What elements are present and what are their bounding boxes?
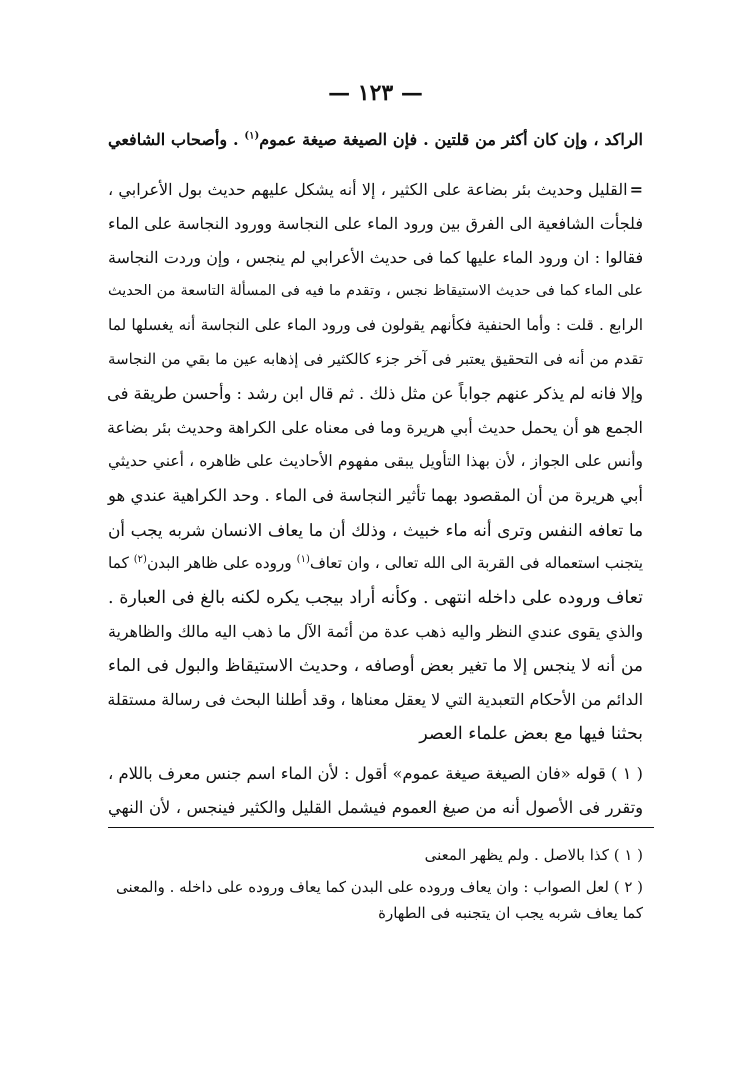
body-line-10: أبي هريرة من أن المقصود بهما تأثير النجاسة فى الماء . وحد الكراهية عندي هو	[108, 486, 643, 505]
body-line-6: تقدم من أنه فى التحقيق يعتبر فى آخر جزء كالكثير فى إذهابه عين ما بقي من النجاسة	[108, 350, 643, 368]
footnote-2-continued: كما يعاف شربه يجب ان يتجنبه فى الطهارة	[378, 904, 643, 922]
body-line-3: فقالوا : ان ورود الماء عليها كما فى حديث الأعرابي لم ينجس ، وإن وردت النجاسة	[108, 248, 643, 267]
body-line-13: تعاف وروده على داخله انتهى . وكأنه أراد بيجب يكره لكنه بالغ فى العبارة .	[108, 588, 643, 608]
body-line-16: الدائم من الأحكام التعبدية التي لا يعقل معناها ، وقد أطلنا البحث فى رسالة مستقلة	[107, 690, 643, 709]
body-line-9: وأنس على الجواز ، لأن بهذا التأويل يبقى مفهوم الأحاديث على ظاهره ، أعني حديثي	[108, 452, 643, 470]
body-line-1: =القليل وحديث بئر بضاعة على الكثير ، إلا أنه يشكل عليهم حديث بول الأعرابي ،	[108, 180, 643, 199]
footnote-ref-1: (١)	[244, 130, 260, 142]
page-number: — ١٢٣ —	[328, 80, 423, 106]
footnote-separator	[108, 827, 654, 828]
body-line-5: الرابع . قلت : وأما الحنفية فكأنهم يقولون فى ورود الماء على النجاسة أنه يغسلها لما	[108, 316, 643, 334]
body-line-8: الجمع هو أن يحمل حديث أبي هريرة وما فى معناه على الكراهة وحديث بئر بضاعة	[106, 418, 643, 437]
body-line-4: على الماء كما فى حديث الاستيقاظ نجس ، وتقدم ما فيه فى المسألة التاسعة من الحديث	[108, 283, 643, 299]
footnote-ref-2: (٢)	[133, 553, 147, 565]
body-line-15: من أنه لا ينجس إلا ما تغير بعض أوصافه ، وحديث الاستيقاظ والبول فى الماء	[108, 656, 643, 676]
note-line-1: ( ١ ) قوله «فان الصيغة صيغة عموم» أقول : لأن الماء اسم جنس معرف باللام ،	[108, 764, 643, 783]
top-line-after: . وأصحاب الشافعي	[108, 130, 245, 149]
note-line-2: وتقرر فى الأصول أنه من صيغ العموم فيشمل القليل والكثير فينجس ، لأن النهي	[108, 798, 643, 817]
continuation-mark: =	[629, 180, 643, 199]
footnote-2: ( ٢ ) لعل الصواب : وان يعاف وروده على البدن كما يعاف وروده على داخله . والمعنى	[115, 878, 643, 896]
body-line-14: والذي يقوى عندي النظر واليه ذهب عدة من أئمة الآل ما ذهب اليه مالك والظاهرية	[108, 622, 643, 641]
top-line	[108, 132, 643, 148]
body-line-7: وإلا فانه لم يذكر عنهم جواباً عن مثل ذلك . ثم قال ابن رشد : وأحسن طريقة فى	[107, 384, 643, 403]
top-line-text: الراكد ، وإن كان أكثر من قلتين . فإن الصيغة صيغة عموم	[259, 130, 643, 149]
body-line-17: بحثنا فيها مع بعض علماء العصر	[419, 724, 643, 744]
body-line-2: فلجأت الشافعية الى الفرق بين ورود الماء على النجاسة وورود النجاسة على الماء	[108, 214, 643, 233]
footnote-ref-1b: (١)	[296, 553, 310, 565]
footnote-1: ( ١ ) كذا بالاصل . ولم يظهر المعنى	[424, 846, 643, 864]
body-line-11: ما تعافه النفس وترى أنه ماء خبيث ، وذلك أن ما يعاف الانسان شربه يجب أن	[108, 520, 643, 540]
body-line-12: يتجنب استعماله فى القربة الى الله تعالى ، وان تعاف$^{(١)}$ وروده على ظاهر البدن$^{(٢)}$ كما	[108, 553, 643, 572]
